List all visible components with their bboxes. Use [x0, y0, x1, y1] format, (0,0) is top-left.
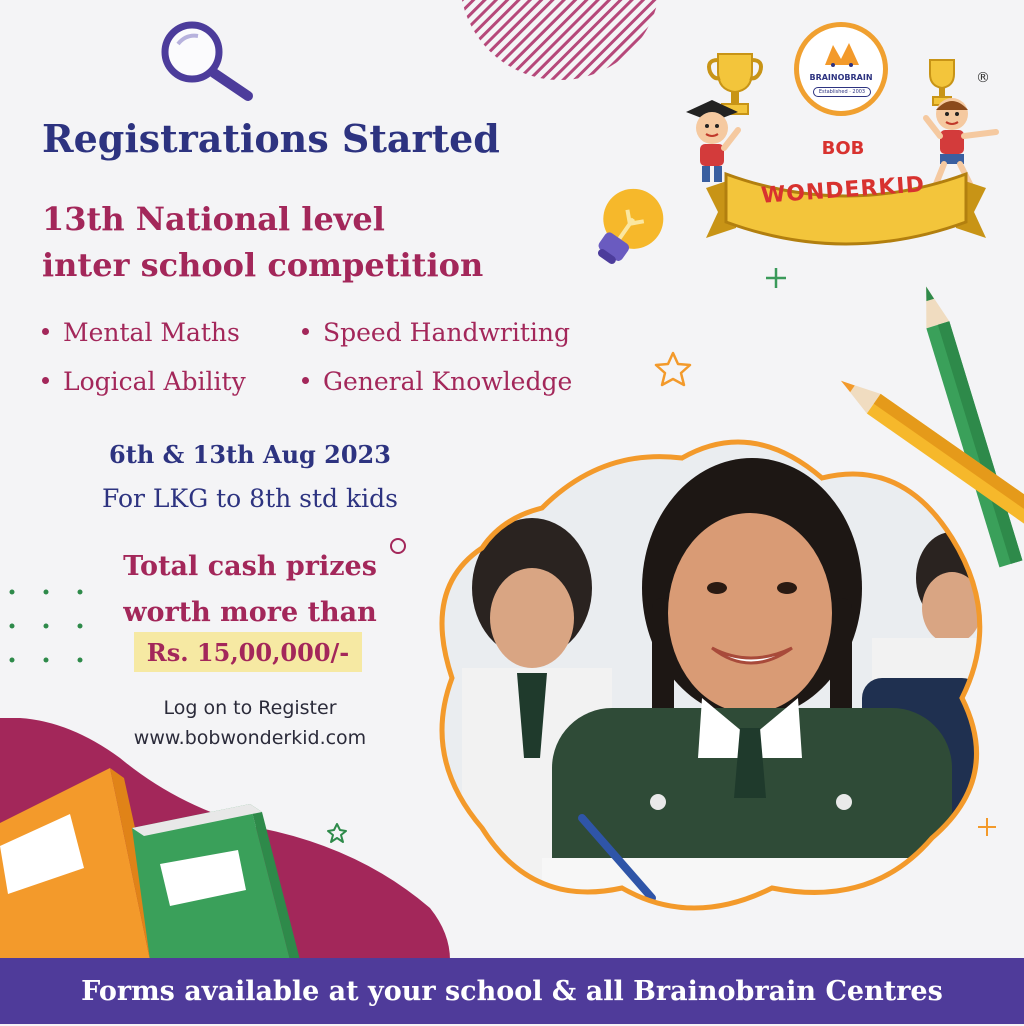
registration-info: [60, 693, 440, 753]
brand-name: BRAINOBRAIN: [809, 73, 873, 82]
subtitle-line-1: 13th National level: [42, 200, 385, 238]
subject-item: [302, 367, 572, 396]
subject-label: General Knowledge: [323, 367, 573, 396]
established-badge: Established · 2003: [813, 87, 871, 97]
subject-item: [42, 318, 240, 347]
prize-line-2: worth more than: [123, 597, 377, 628]
subject-label: Mental Maths: [63, 318, 240, 347]
subject-item: [42, 367, 246, 396]
subject-label: Logical Ability: [63, 367, 246, 396]
competition-subtitle: [42, 196, 483, 288]
student-photo: [432, 438, 992, 918]
prize-line-1: Total cash prizes: [123, 551, 377, 582]
book-icon: [132, 804, 300, 960]
subject-label: Speed Handwriting: [323, 318, 570, 347]
star-icon: [654, 350, 692, 388]
bullet-icon: [302, 377, 309, 384]
bullet-icon: [42, 328, 49, 335]
brainobrain-emblem: [794, 22, 888, 116]
prize-amount: Rs. 15,00,000/-: [134, 632, 362, 672]
logo-title-large: WONDERKID: [760, 172, 926, 209]
eligible-grades: For LKG to 8th std kids: [102, 484, 398, 513]
light-bulb-icon: [574, 180, 670, 278]
register-text: Log on to Register: [163, 697, 337, 719]
brain-icon: [821, 39, 863, 69]
bullet-icon: [42, 377, 49, 384]
logo-title-small: BOB: [821, 138, 865, 159]
subject-item: [302, 318, 570, 347]
registered-mark: ®: [976, 70, 990, 86]
hatched-semicircle-decoration: [460, 0, 660, 90]
page-title: Registrations Started: [42, 116, 500, 161]
website-link[interactable]: www.bobwonderkid.com: [133, 727, 367, 749]
footer-banner: Forms available at your school & all Brainobrain Centres: [0, 958, 1024, 1024]
prize-text: [60, 544, 440, 636]
plus-icon: [764, 266, 788, 290]
event-dates: 6th & 13th Aug 2023: [109, 440, 391, 469]
books-illustration: [0, 718, 460, 960]
bob-wonderkid-logo: [676, 18, 1016, 250]
subtitle-line-2: inter school competition: [42, 246, 484, 284]
bullet-icon: [302, 328, 309, 335]
magnifier-icon: [156, 18, 260, 104]
